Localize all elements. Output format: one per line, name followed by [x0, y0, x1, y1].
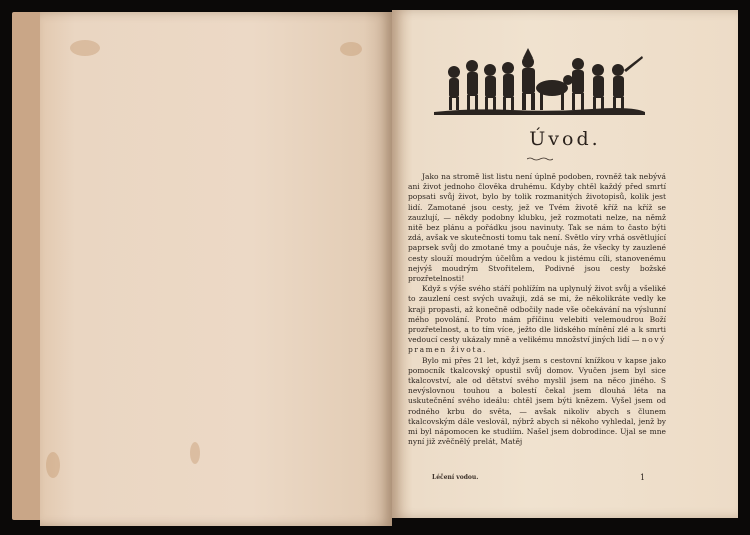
child-figure	[448, 66, 460, 110]
paragraph	[408, 284, 666, 355]
heading-ornament-rule	[527, 157, 553, 161]
chapter-heading: Úvod.	[529, 128, 601, 150]
age-spot	[70, 40, 100, 56]
signature-line-title: Léčení vodou.	[432, 474, 479, 481]
paragraph: Bylo mi přes 21 let, když jsem s cestovní knížkou v kapse jako pomocník tkalcovský opustil svůj domov. Vyučen jsem byl sice tkalcovství, ale od dětství svého myslil jsem na něco jiného. S nevýslovnou touhou a bolestí čekal jsem dlouhá léta na uskutečnění svého ideálu: chtěl jsem býti knězem. Vyšel jsem od rodného krbu do světa, — avšak nikoliv abych s člunem tkalcovským dále veslovál, nýbrž abych si někoho vyhledal, jenž by mi byl nápomocen ke studiím. Našel jsem dobrodince. Ujal se mne nyní již zvěčnělý prelát, Matěj	[408, 355, 666, 447]
age-spot	[340, 42, 362, 56]
emphasized-phrase: nový pramen života.	[408, 335, 666, 355]
left-page-blank	[40, 12, 392, 526]
age-spot	[190, 442, 200, 464]
age-spot	[46, 452, 60, 478]
children-procession-illustration	[432, 40, 647, 120]
page-number: 1	[640, 473, 646, 482]
paragraph-text: Když s výše svého stáří pohlížím na uplynulý život svůj a všeliké to zauzlení cest svých uvažuji, zdá se mi, že několikráte vedly ke kraji propasti, až konečně odbočily nade vše očekávání na výslunní mého povolání. Proto mám příčinu velebiti velemoudrou Boží prozřetelnost, a to tím více, ježto dle lidského mínění zlé a k smrti vedoucí cesty ukázaly mně a velikému množství jiných lidí —	[408, 284, 666, 345]
paragraph: Jako na stromě list listu není úplně podoben, rovněž tak nebývá ani život jednoho člověka druhému. Kdyby chtěl každý před smrtí popsati svůj život, bylo by tolik rozmanitých životopisů, kolik jest lidí. Zamotané jsou cesty, jež ve Tvém životě kříž na kříž se zauzlují, — někdy podobny klubku, jež rozmotati nelze, na němž nitě bez plánu a pořádku jsou navinuty. Tak se nám to často býti zdá, avšak ve skutečnosti tomu tak není. Světlo víry vrhá osvětlující paprsek svůj do zmotané tmy a poučuje nás, že všecky ty zauzlené cesty slouží moudrým účelům a vedou k jistému cíli, stanovenému nejvýš moudrým Stvořitelem, Podivné jsou cesty božské prozřetelnosti!	[408, 172, 666, 284]
body-text	[408, 172, 666, 447]
